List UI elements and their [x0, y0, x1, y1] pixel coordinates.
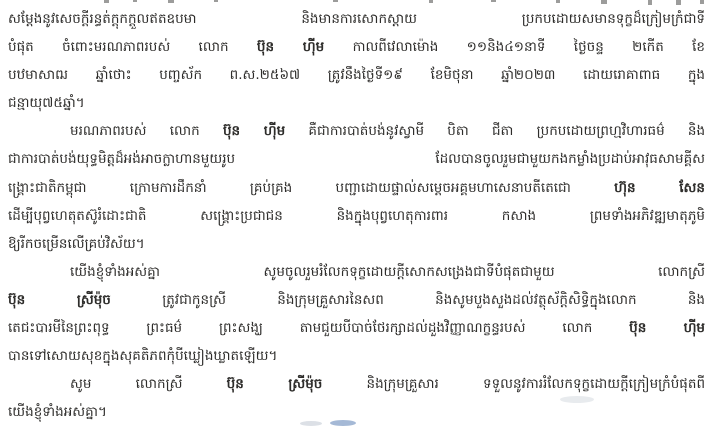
bold-name-text: ប៊ុន ស្រីម៉ុច: [226, 376, 323, 393]
text-line: [8, 230, 705, 258]
body-text-segment: បំផុត ចំពោះមរណភាពរបស់ លោក: [8, 39, 257, 56]
stamp-edge-artifact: [300, 421, 322, 426]
text-line: [8, 342, 705, 370]
body-text-segment: សម្តែងនូវសេចក្តីរន្ធត់ក្តុកក្តួលឥតឧបមា និងមានការសោកស្តាយ ប្រកបដោយសមានទុក្ខដ៏ក្រៀមក្រំជាទី: [8, 11, 705, 27]
text-line: [8, 370, 705, 398]
body-text-segment: យើងខ្ញុំទាំងអស់គ្នា សូមចូលរួមរំលែកទុក្ខដោយក្តីសោកសង្រេងជាទីបំផុតជាមួយ លោកស្រី: [70, 263, 705, 280]
bold-name-text: ប៊ុន ហ៊ីម: [256, 39, 325, 56]
body-text-segment: ត្រូវជាកូនស្រី និងក្រុមគ្រួសារនៃសព និងសូមបួងសួងដល់វត្ថុស័ក្តិសិទ្ធិក្នុងលោក និង: [110, 291, 705, 308]
text-line: [8, 33, 705, 61]
bold-name-text: ហ៊ុន សែន: [614, 179, 705, 196]
text-line: [8, 174, 705, 202]
text-line: [8, 89, 705, 117]
bold-name-text: ប៊ុន ហ៊ីម: [629, 320, 705, 337]
body-text-segment: សូម លោកស្រី: [70, 376, 227, 393]
body-text-segment: កាលពីវេលាម៉ោង ១១និង៤១នាទី ថ្ងៃចន្ទ ២កើត ខែ: [324, 39, 705, 56]
body-text-segment: ឱ្យរីកចម្រើនលើគ្រប់វិស័យ។: [8, 235, 145, 252]
bold-name-text: ប៊ុន ហ៊ីម: [222, 123, 286, 140]
text-line: [8, 5, 705, 33]
text-line: [8, 258, 705, 286]
body-text-segment: បានទៅសោយសុខក្នុងសុគតិភពកុំបីឃ្លៀងឃ្លាតឡើយ។: [8, 348, 278, 365]
stamp-edge-artifact: [330, 420, 356, 426]
body-text-segment: ជន្មាយុ៧៥ឆ្នាំ។: [8, 95, 85, 112]
text-line: [8, 145, 705, 173]
body-text-segment: យើងខ្ញុំទាំងអស់គ្នា។: [8, 404, 107, 421]
scan-smudge: [560, 396, 594, 403]
body-text-segment: គឺជាការបាត់បង់នូវស្វាមី បិតា ជីតា ប្រកបដោយព្រហ្មវិហារធម៌ និង: [285, 123, 705, 140]
text-line: [8, 286, 705, 314]
letter-body-text: [8, 5, 705, 426]
body-text-segment: ជាការបាត់បង់យុទ្ធមិត្តដ៏អង់អាចក្លាហានមួយរូប ដែលបានចូលរួមជាមួយកងកម្លាំងប្រដាប់អាវុធសាមគ្គីស: [8, 151, 705, 168]
text-line: [8, 202, 705, 230]
body-text-segment: ដើម្បីបុព្វហេតុតស៊ូរំដោះជាតិ សង្គ្រោះប្រជាជន និងក្នុងបុព្វហេតុការពារ កសាង ព្រមទាំងអភិវឌ្ឍមាតុភូមិ: [8, 207, 705, 224]
text-line: [8, 61, 705, 89]
text-line: [8, 117, 705, 145]
text-line: [8, 314, 705, 342]
body-text-segment: ង្គ្រោះជាតិកម្ពុជា ក្រោមការដឹកនាំ គ្រប់គ្រង បញ្ជាដោយផ្ទាល់សម្តេចអគ្គមហាសេនាបតីតេជោ: [8, 179, 615, 196]
text-line: [8, 398, 705, 426]
bold-name-text: ប៊ុន ស្រីម៉ុច: [8, 291, 111, 308]
body-text-segment: និងក្រុមគ្រួសារ ទទួលនូវការរំលែកទុក្ខដោយក្តីក្រៀមក្រំបំផុតពី: [322, 376, 705, 393]
body-text-segment: បឋមាសាឍ ឆ្នាំថោះ បញ្ចស័ក ព.ស.២៥៦៧ ត្រូវនឹងថ្ងៃទី១៩ ខែមិថុនា ឆ្នាំ២០២៣ ដោយរោគាពាធ ក្នុង: [8, 67, 705, 84]
body-text-segment: តេជះបារមីនៃព្រះពុទ្ធ ព្រះធម៌ ព្រះសង្ឃ តាមជួយបីបាច់ថែរក្សាដល់ដួងវិញ្ញាណក្ខន្ធរបស់ លោក: [8, 320, 630, 337]
body-text-segment: មរណភាពរបស់ លោក: [70, 123, 223, 140]
